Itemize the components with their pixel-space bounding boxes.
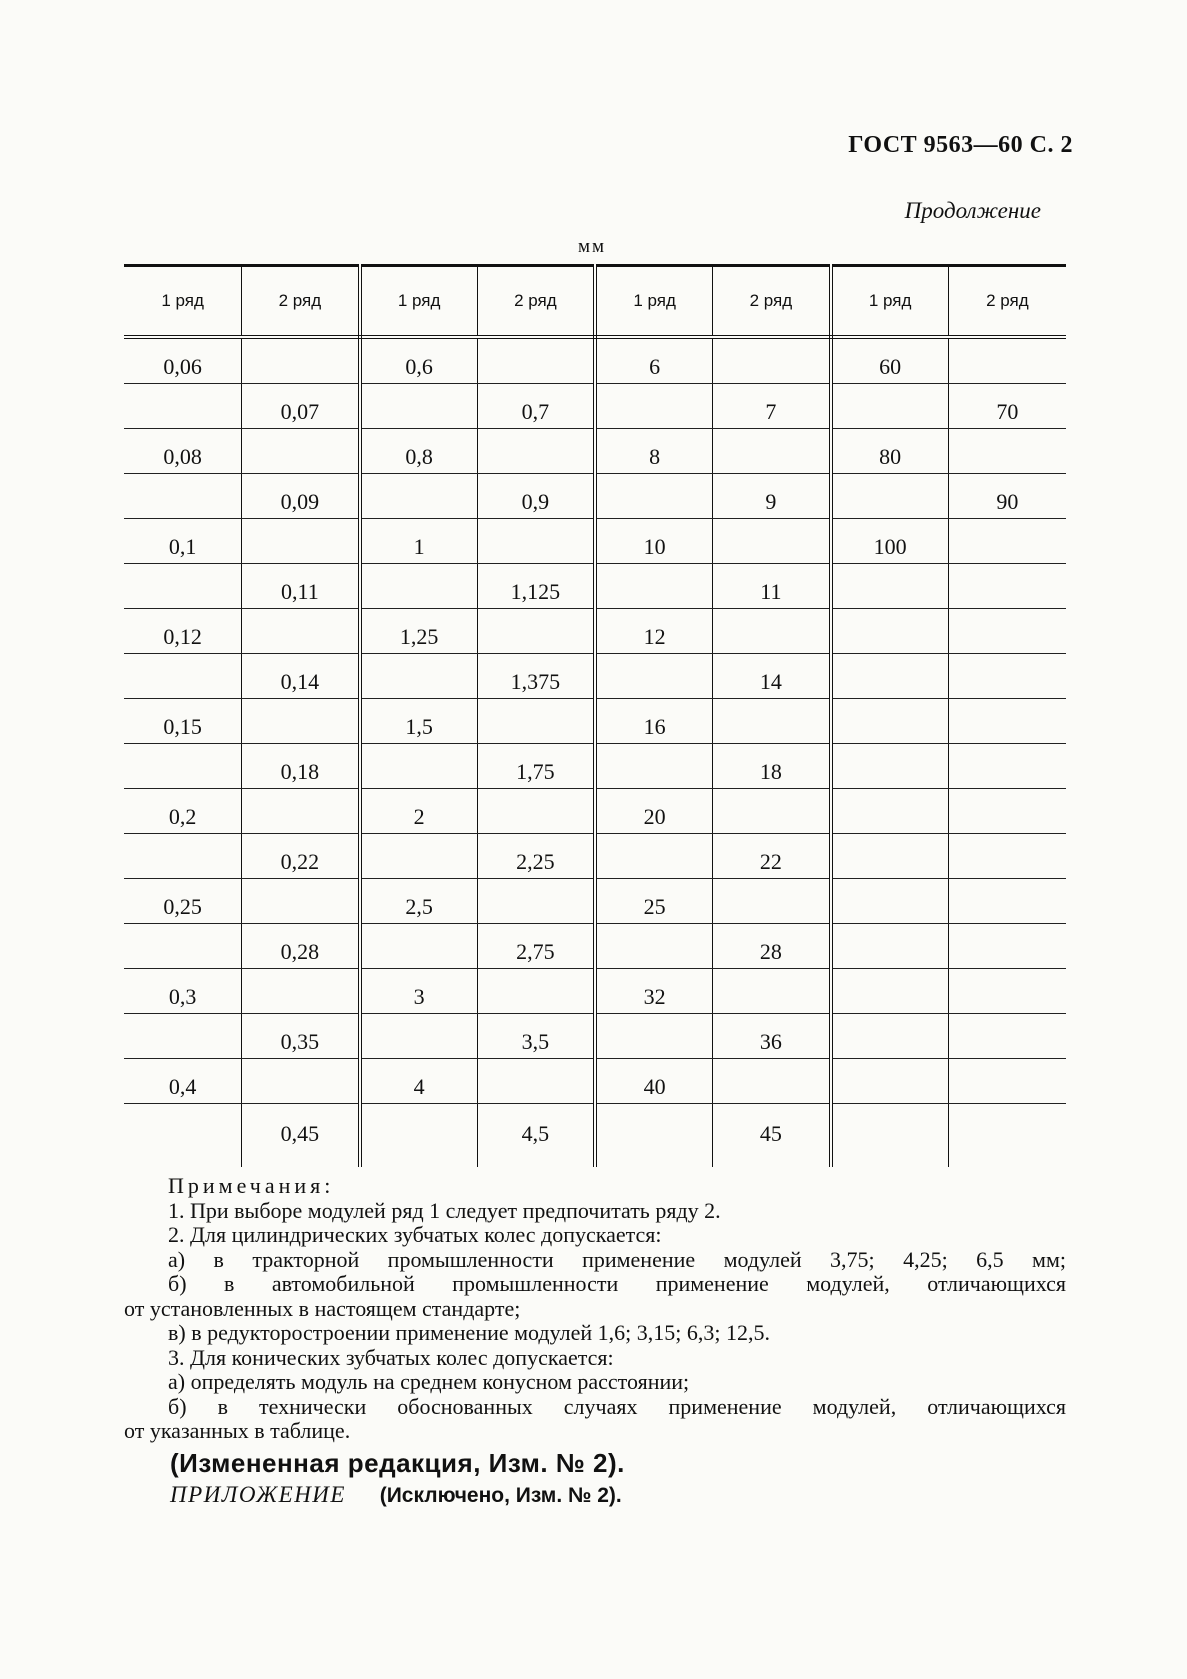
table-cell: 0,45 [242,1104,360,1168]
table-cell [831,789,949,834]
table-row [124,609,1066,654]
table-cell [360,1014,478,1059]
notes-title: Примечания: [168,1173,335,1198]
table-cell: 0,09 [242,474,360,519]
table-cell [713,1059,831,1104]
table-cell [242,1059,360,1104]
table-cell [477,1059,595,1104]
note-2b-cont: от установленных в настоящем стандарте; [124,1295,521,1321]
note-1: 1. При выборе модулей ряд 1 следует предпочитать ряду 2. [168,1197,721,1223]
column-header: 1 ряд [360,266,478,338]
table-row [124,879,1066,924]
table-cell [124,1104,242,1168]
amendment-note: (Измененная редакция, Изм. № 2). [170,1448,625,1478]
table-row [124,429,1066,474]
table-cell: 0,4 [124,1059,242,1104]
table-cell: 2 [360,789,478,834]
table-cell: 9 [713,474,831,519]
table-header-row [124,266,1066,338]
table-cell [242,337,360,384]
table-cell: 0,7 [477,384,595,429]
table-cell [948,519,1066,564]
table-cell [948,564,1066,609]
table-cell: 20 [595,789,713,834]
table-cell [477,429,595,474]
table-cell: 0,28 [242,924,360,969]
table-cell [831,654,949,699]
table-cell [831,1014,949,1059]
table-cell [595,1104,713,1168]
table-row [124,789,1066,834]
table-cell: 0,3 [124,969,242,1014]
note-2c: в) в редукторостроении применение модулей 1,6; 3,15; 6,3; 12,5. [168,1320,770,1345]
table-cell [948,429,1066,474]
table-cell: 70 [948,384,1066,429]
table-cell [360,924,478,969]
table-cell [242,699,360,744]
table-cell: 10 [595,519,713,564]
table-cell: 0,14 [242,654,360,699]
note-3a: а) определять модуль на среднем конусном расстоянии; [168,1369,690,1394]
table-cell [948,1014,1066,1059]
table-cell: 0,11 [242,564,360,609]
table-cell: 25 [595,879,713,924]
column-header: 1 ряд [595,266,713,338]
table-cell: 1,25 [360,609,478,654]
table-cell [713,337,831,384]
table-cell [831,1104,949,1168]
table-cell: 28 [713,924,831,969]
table-cell [713,699,831,744]
column-header: 2 ряд [242,266,360,338]
table-cell: 100 [831,519,949,564]
unit-label: мм [578,236,607,257]
table-cell [124,474,242,519]
table-cell [477,337,595,384]
table-cell: 0,2 [124,789,242,834]
table-cell [948,337,1066,384]
column-header: 2 ряд [948,266,1066,338]
table-cell [477,609,595,654]
table-cell: 2,75 [477,924,595,969]
table-cell [360,744,478,789]
table-cell: 1,125 [477,564,595,609]
table-cell: 7 [713,384,831,429]
note-2: 2. Для цилиндрических зубчатых колес допускается: [168,1222,662,1247]
table-cell: 0,22 [242,834,360,879]
table-cell [948,789,1066,834]
modules-table [124,264,1066,1167]
table-cell [242,429,360,474]
table-row [124,1059,1066,1104]
table-cell [713,429,831,474]
table-cell: 0,12 [124,609,242,654]
table-cell: 2,25 [477,834,595,879]
note-3b: б) в технически обоснованных случаях применение модулей, отличающихся [168,1393,1066,1419]
table-row [124,519,1066,564]
table-cell [831,384,949,429]
table-row [124,834,1066,879]
table-cell: 1,75 [477,744,595,789]
table-cell [242,789,360,834]
table-cell [124,834,242,879]
table-cell [360,834,478,879]
table-cell [713,879,831,924]
table-cell [948,654,1066,699]
table-cell: 45 [713,1104,831,1168]
table-cell [360,474,478,519]
table-cell [831,1059,949,1104]
table-cell [360,384,478,429]
table-cell: 36 [713,1014,831,1059]
table-cell [124,564,242,609]
table-cell: 3,5 [477,1014,595,1059]
table-cell: 12 [595,609,713,654]
appendix-line [170,1482,622,1508]
table-cell [948,879,1066,924]
table-cell [124,654,242,699]
table-cell: 1,5 [360,699,478,744]
table-cell [831,744,949,789]
table-cell: 0,9 [477,474,595,519]
table-row [124,337,1066,384]
table-cell [595,564,713,609]
table-cell: 0,15 [124,699,242,744]
table-cell [124,1014,242,1059]
table-cell [831,699,949,744]
table-cell: 40 [595,1059,713,1104]
note-2a: а) в тракторной промышленности применение модулей 3,75; 4,25; 6,5 мм; [168,1246,1066,1272]
table-cell: 0,35 [242,1014,360,1059]
table-cell [831,879,949,924]
appendix-label: ПРИЛОЖЕНИЕ [170,1482,346,1507]
table-cell: 22 [713,834,831,879]
note-3b-cont: от указанных в таблице. [124,1418,351,1443]
table-cell [831,609,949,654]
table-cell [713,969,831,1014]
table-cell [595,744,713,789]
note-3: 3. Для конических зубчатых колес допускается: [168,1344,614,1370]
table-cell: 4 [360,1059,478,1104]
table-row [124,384,1066,429]
column-header: 2 ряд [477,266,595,338]
table-cell: 14 [713,654,831,699]
table-cell: 0,18 [242,744,360,789]
table-cell [713,789,831,834]
appendix-note: (Исключено, Изм. № 2). [379,1484,622,1507]
table-cell [242,969,360,1014]
table-cell: 16 [595,699,713,744]
table-row [124,474,1066,519]
table-cell [242,519,360,564]
table-cell: 1 [360,519,478,564]
table-cell: 80 [831,429,949,474]
table-cell: 0,6 [360,337,478,384]
table-cell [948,1104,1066,1168]
table-cell: 18 [713,744,831,789]
table-cell: 4,5 [477,1104,595,1168]
table-cell: 0,06 [124,337,242,384]
table-cell [360,1104,478,1168]
table-cell [595,1014,713,1059]
table-cell: 32 [595,969,713,1014]
table-row [124,924,1066,969]
table-cell [477,519,595,564]
table-cell: 2,5 [360,879,478,924]
table-cell [948,834,1066,879]
column-header: 2 ряд [713,266,831,338]
table-cell [477,879,595,924]
table-cell [124,924,242,969]
table-cell: 1,375 [477,654,595,699]
table-cell [713,519,831,564]
table-cell [831,834,949,879]
table-cell [595,924,713,969]
table-cell: 6 [595,337,713,384]
table-cell: 8 [595,429,713,474]
table-cell [948,699,1066,744]
column-header: 1 ряд [831,266,949,338]
note-2b: б) в автомобильной промышленности применение модулей, отличающихся [168,1271,1066,1296]
table-cell [595,834,713,879]
continuation-label: Продолжение [904,198,1041,223]
table-cell [360,654,478,699]
table-row [124,969,1066,1014]
table-cell [477,969,595,1014]
table-cell: 0,8 [360,429,478,474]
table-cell: 11 [713,564,831,609]
table-cell [124,384,242,429]
table-cell: 0,08 [124,429,242,474]
table-cell [477,699,595,744]
table-cell [477,789,595,834]
table-cell: 3 [360,969,478,1014]
table-cell [713,609,831,654]
table-cell [948,744,1066,789]
table-cell [948,969,1066,1014]
table-row [124,564,1066,609]
table-cell [242,879,360,924]
table-cell [360,564,478,609]
table-cell [242,609,360,654]
table-cell [831,969,949,1014]
table-cell [831,474,949,519]
table-cell [124,744,242,789]
table-cell [948,1059,1066,1104]
table-cell: 0,1 [124,519,242,564]
table-cell [831,924,949,969]
table-row [124,654,1066,699]
table-row [124,1104,1066,1168]
table-cell [948,924,1066,969]
document-reference: ГОСТ 9563—60 С. 2 [848,132,1073,158]
table-cell: 90 [948,474,1066,519]
table-cell [595,384,713,429]
notes-section [124,1174,1066,1444]
table-cell [948,609,1066,654]
table-cell [595,474,713,519]
table-cell [831,564,949,609]
table-cell: 60 [831,337,949,384]
table-row [124,699,1066,744]
table-cell: 0,25 [124,879,242,924]
table-cell: 0,07 [242,384,360,429]
column-header: 1 ряд [124,266,242,338]
table-row [124,744,1066,789]
table-row [124,1014,1066,1059]
table-cell [595,654,713,699]
